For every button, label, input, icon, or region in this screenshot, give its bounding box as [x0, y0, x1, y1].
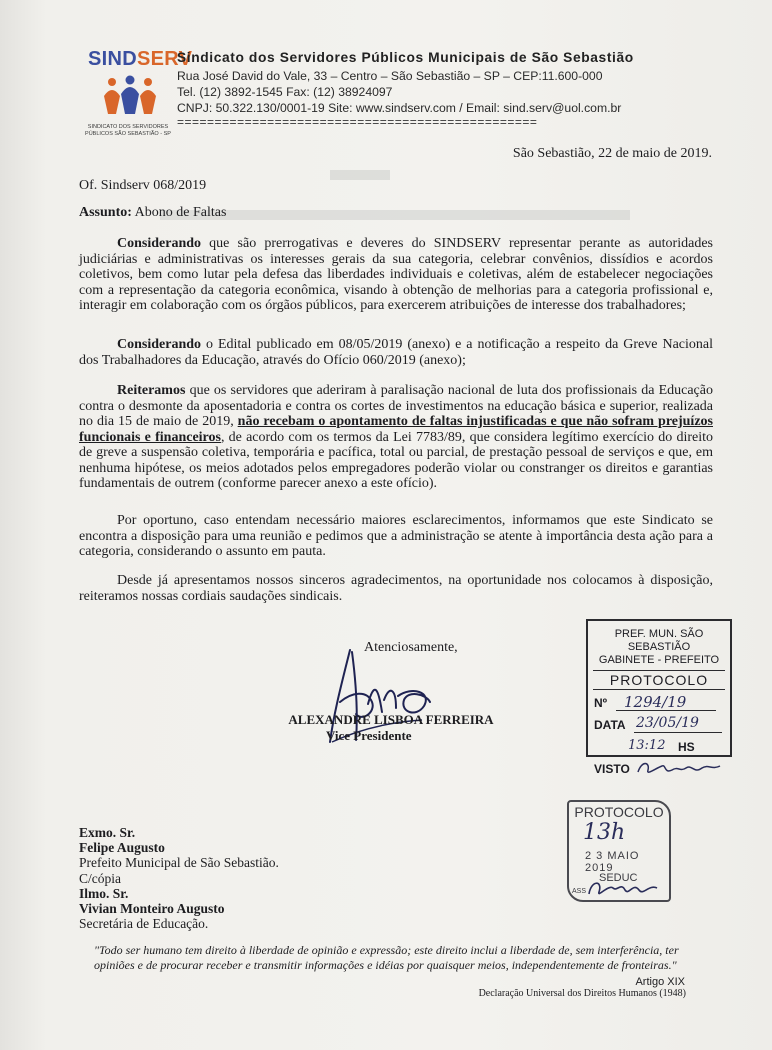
stamp-header-line: PREF. MUN. SÃO SEBASTIÃO	[614, 628, 704, 653]
paragraph-3	[79, 383, 713, 492]
people-figures-icon	[102, 74, 158, 122]
recipient-name: Vivian Monteiro Augusto	[79, 901, 225, 917]
paragraph-lead: Considerando	[117, 236, 202, 251]
paragraph-text: Desde já apresentamos nossos sinceros agradecimentos, na oportunidade nos colocamos à disposição, reiteramos nossas cordiais saudações sindicais.	[79, 573, 713, 604]
logo-wordmark-part: SIND	[88, 48, 137, 70]
recipient-salutation: Exmo. Sr.	[79, 825, 136, 840]
org-cnpj: CNPJ: 50.322.130/0001-19 Site: www.sindserv.com / Email: sind.serv@uol.com.br	[177, 101, 622, 115]
stamp-time-row	[594, 740, 730, 756]
document-date: São Sebastião, 22 de maio de 2019.	[512, 146, 712, 161]
paragraph-text: que os servidores que aderiram à paralisação nacional de luta dos profissionais da Educação contra o desmonte da aposentadoria e contra os cortes de investimentos na educação básica e superior, realizada no dia 15 de maio de 2019,	[79, 383, 713, 429]
bleed-through-shadow	[160, 210, 630, 220]
stamp-line	[634, 732, 722, 733]
stamp-visto-row	[594, 762, 730, 778]
paragraph-lead: Considerando	[117, 337, 202, 352]
org-phones: Tel. (12) 3892-1545 Fax: (12) 38924097	[177, 85, 393, 99]
stamp-visto-label: VISTO	[594, 762, 630, 776]
paragraph-4	[79, 513, 713, 560]
sindserv-logo	[80, 48, 193, 143]
paragraph-lead: Reiteramos	[117, 383, 186, 398]
copy-label: C/cópia	[79, 870, 121, 886]
letterhead-separator: ================================================	[177, 115, 538, 129]
stamp-time-suffix: HS	[678, 740, 695, 754]
stamp-handwritten-time: 13h	[583, 820, 626, 845]
subject-text: Abono de Faltas	[134, 205, 227, 220]
stamp-date-label: DATA	[594, 718, 626, 732]
signer-block	[286, 712, 496, 744]
stamp-header	[588, 628, 730, 667]
org-info	[177, 50, 634, 128]
stamp-date-row	[594, 715, 730, 734]
office-number: Of. Sindserv 068/2019	[79, 178, 207, 193]
org-address: Rua José David do Vale, 33 – Centro – São Sebastião – SP – CEP:11.600-000	[177, 69, 603, 83]
stamp-title: PROTOCOLO	[593, 670, 725, 690]
quote-article: Artigo XIX	[635, 976, 685, 988]
signer-role: Vice Presidente	[326, 728, 412, 743]
stamp-department: SEDUC	[599, 872, 638, 884]
recipients-block	[79, 825, 279, 931]
paragraph-text: , de acordo com os termos da Lei 7783/89, que considera legítimo exercício do direito de greve a suspensão coletiva, temporária e pacífica, total ou parcial, de prestação pessoal de serviços e que, em nenhuma hipótese, os meios adotados pelos empregadores poderão violar ou constranger os direitos e garantias fundamentais de outrem (conforme parecer anexo a este ofício).	[79, 429, 713, 491]
stamp-header-line: GABINETE - PREFEITO	[598, 654, 720, 666]
signer-name: ALEXANDRE LISBOA FERREIRA	[288, 712, 494, 727]
protocol-stamp-seduc	[567, 800, 671, 902]
stamp-date-value: 23/05/19	[636, 715, 699, 731]
paragraph-text: Por oportuno, caso entendam necessário maiores esclarecimentos, informamos que este Sindicato se encontra a disposição para uma reunião e pedimos que a administração se atente à importância desta ação para a categoria, considerando o assunto em pauta.	[79, 513, 713, 559]
stamp-ass-label: ASS	[572, 888, 587, 895]
recipient-name: Felipe Augusto	[79, 840, 165, 856]
paragraph-2	[79, 337, 713, 368]
paragraph-text: que são prerrogativas e deveres do SINDSERV representar perante as autoridades judiciárias e administrativas os interesses gerais da sua categoria, celebrar convênios, dissídios e acordos coletivos, bem como lutar pela defesa das liberdades individuais e coletivas, além de estabelecer negociações com a representação da categoria econômica, visando à obtenção de melhorias para a categoria profissional e, interagir em colaboração com os órgãos públicos, para exercerem atribuições de interesse dos trabalhadores;	[79, 236, 713, 313]
stamp-date: 2 3 MAIO 2019	[585, 850, 640, 874]
logo-caption: SINDICATO DOS SERVIDORES PÚBLICOS SÃO SEBASTIÃO - SP	[85, 124, 171, 137]
stamp-number-row	[594, 693, 730, 712]
stamp-title: PROTOCOLO	[574, 804, 664, 820]
closing: Atenciosamente,	[364, 640, 458, 655]
stamp-time-value: 13:12	[628, 738, 666, 753]
bleed-through-shadow	[330, 170, 390, 180]
recipient-role: Secretária de Educação.	[79, 916, 209, 932]
subject-line	[79, 205, 226, 221]
footer-quote: "Todo ser humano tem direito à liberdade de opinião e expressão; este direito inclui a liberdade de, sem interferência, ter opiniões e de procurar receber e transmitir informações e idéias por quaisquer meios, independentemente de fronteiras."	[94, 943, 679, 972]
paragraph-1	[79, 236, 713, 314]
stamp-line	[616, 710, 716, 711]
recipient-role: Prefeito Municipal de São Sebastião.	[79, 855, 279, 871]
recipient-salutation: Ilmo. Sr.	[79, 885, 129, 901]
underlined-demand: não recebam o apontamento de faltas injustificadas e que não sofram prejuízos funcionais e financeiros	[79, 414, 713, 445]
quote-source: Declaração Universal dos Direitos Humanos (1948)	[478, 988, 686, 999]
seduc-rubric	[585, 878, 665, 900]
stamp-number-label: Nº	[594, 696, 608, 710]
letterhead	[80, 48, 720, 148]
subject-label: Assunto:	[79, 205, 132, 220]
paragraph-text: o Edital publicado em 08/05/2019 (anexo) e a notificação a respeito da Greve Nacional dos Trabalhadores da Educação, através do Ofício 060/2019 (anexo);	[79, 337, 713, 368]
logo-wordmark-part: SERV	[136, 48, 193, 70]
visto-rubric	[634, 758, 724, 778]
stamp-number-value: 1294/19	[624, 693, 687, 711]
paragraph-5	[79, 573, 713, 604]
protocol-stamp-prefeitura	[586, 619, 732, 776]
org-name: Sindicato dos Servidores Públicos Municipais de São Sebastião	[177, 50, 634, 65]
